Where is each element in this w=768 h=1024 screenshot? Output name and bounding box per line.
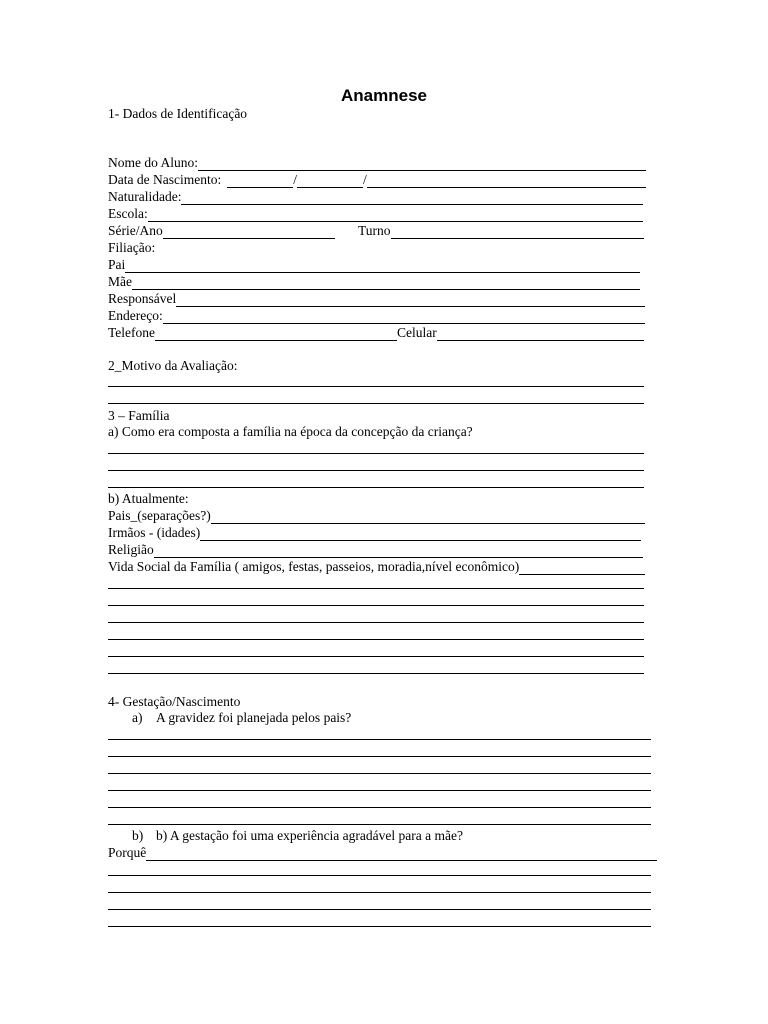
answer-line[interactable]	[108, 790, 651, 791]
irmaos-field[interactable]	[108, 525, 641, 541]
pais-separacoes-field[interactable]	[108, 508, 645, 524]
filiacao-label: Filiação:	[108, 240, 156, 255]
porque-field[interactable]	[108, 845, 657, 861]
porque-line[interactable]	[146, 848, 657, 861]
escola-label: Escola:	[108, 206, 148, 221]
answer-line[interactable]	[108, 807, 651, 808]
data-nascimento-label: Data de Nascimento:	[108, 172, 222, 187]
data-nascimento-field[interactable]	[108, 172, 646, 188]
question-4b: b) A gestação foi uma experiência agradável para a mãe?	[156, 828, 463, 843]
pai-field[interactable]	[108, 257, 640, 273]
telefone-line[interactable]	[155, 328, 397, 341]
answer-line[interactable]	[108, 773, 651, 774]
question-4b-marker: b)	[132, 828, 144, 843]
answer-line[interactable]	[108, 926, 651, 927]
answer-line[interactable]	[108, 470, 644, 471]
date-slash-2: /	[362, 172, 367, 187]
question-3a: a) Como era composta a família na época da concepção da criança?	[108, 424, 473, 439]
answer-line[interactable]	[108, 386, 644, 387]
answer-line[interactable]	[108, 605, 644, 606]
pais-separacoes-line[interactable]	[211, 511, 645, 524]
escola-line[interactable]	[148, 209, 643, 222]
turno-field[interactable]	[358, 223, 644, 239]
mae-label: Mãe	[108, 274, 132, 289]
answer-line[interactable]	[108, 756, 651, 757]
atualmente-label: b) Atualmente:	[108, 491, 189, 506]
naturalidade-line[interactable]	[181, 192, 643, 205]
answer-line[interactable]	[108, 656, 644, 657]
turno-line[interactable]	[391, 226, 644, 239]
responsavel-line[interactable]	[176, 294, 645, 307]
form-title: Anamnese	[341, 86, 427, 105]
date-slash-1: /	[293, 172, 297, 187]
nome-aluno-line[interactable]	[198, 158, 646, 171]
mae-line[interactable]	[132, 277, 640, 290]
answer-line[interactable]	[108, 875, 651, 876]
question-4a: A gravidez foi planejada pelos pais?	[156, 710, 352, 725]
nome-aluno-field[interactable]	[108, 155, 646, 171]
endereco-label: Endereço:	[108, 308, 163, 323]
responsavel-label: Responsável	[108, 291, 177, 306]
religiao-line[interactable]	[154, 545, 643, 558]
question-4a-marker: a)	[132, 710, 143, 725]
section-1-heading: 1- Dados de Identificação	[108, 106, 248, 121]
vida-social-label: Vida Social da Família ( amigos, festas, passeios, moradia,nível econômico)	[108, 559, 520, 574]
turno-label: Turno	[358, 223, 391, 238]
celular-line[interactable]	[437, 328, 644, 341]
nome-aluno-label: Nome do Aluno:	[108, 155, 198, 170]
section-3-heading: 3 – Família	[108, 408, 170, 423]
vida-social-field[interactable]	[108, 559, 645, 575]
answer-line[interactable]	[108, 403, 644, 404]
irmaos-line[interactable]	[200, 528, 641, 541]
naturalidade-label: Naturalidade:	[108, 189, 182, 204]
mae-field[interactable]	[108, 274, 640, 290]
celular-field[interactable]	[397, 325, 644, 341]
serie-ano-field[interactable]	[108, 223, 335, 239]
telefone-label: Telefone	[108, 325, 156, 340]
pai-label: Pai	[108, 257, 126, 272]
serie-ano-label: Série/Ano	[108, 223, 163, 238]
section-2-heading: 2_Motivo da Avaliação:	[108, 358, 238, 373]
answer-line[interactable]	[108, 892, 651, 893]
data-ano-line[interactable]	[367, 175, 646, 188]
answer-line[interactable]	[108, 909, 651, 910]
answer-line[interactable]	[108, 824, 651, 825]
pai-line[interactable]	[125, 260, 640, 273]
answer-line[interactable]	[108, 739, 651, 740]
data-dia-line[interactable]	[227, 175, 293, 188]
celular-label: Celular	[397, 325, 437, 340]
answer-line[interactable]	[108, 673, 644, 674]
answer-line[interactable]	[108, 588, 644, 589]
irmaos-label: Irmãos - (idades)	[108, 525, 201, 540]
naturalidade-field[interactable]	[108, 189, 643, 205]
vida-social-line[interactable]	[519, 562, 645, 575]
responsavel-field[interactable]	[108, 291, 645, 307]
section-4-heading: 4- Gestação/Nascimento	[108, 694, 241, 709]
answer-line[interactable]	[108, 622, 644, 623]
endereco-field[interactable]	[108, 308, 645, 324]
answer-line[interactable]	[108, 639, 644, 640]
pais-separacoes-label: Pais_(separações?)	[108, 508, 211, 523]
escola-field[interactable]	[108, 206, 643, 222]
answer-line[interactable]	[108, 487, 644, 488]
endereco-line[interactable]	[163, 311, 645, 324]
answer-line[interactable]	[108, 453, 644, 454]
religiao-label: Religião	[108, 542, 154, 557]
serie-ano-line[interactable]	[163, 226, 335, 239]
data-mes-line[interactable]	[297, 175, 363, 188]
religiao-field[interactable]	[108, 542, 643, 558]
porque-label: Porquê	[108, 845, 147, 860]
telefone-field[interactable]	[108, 325, 397, 341]
